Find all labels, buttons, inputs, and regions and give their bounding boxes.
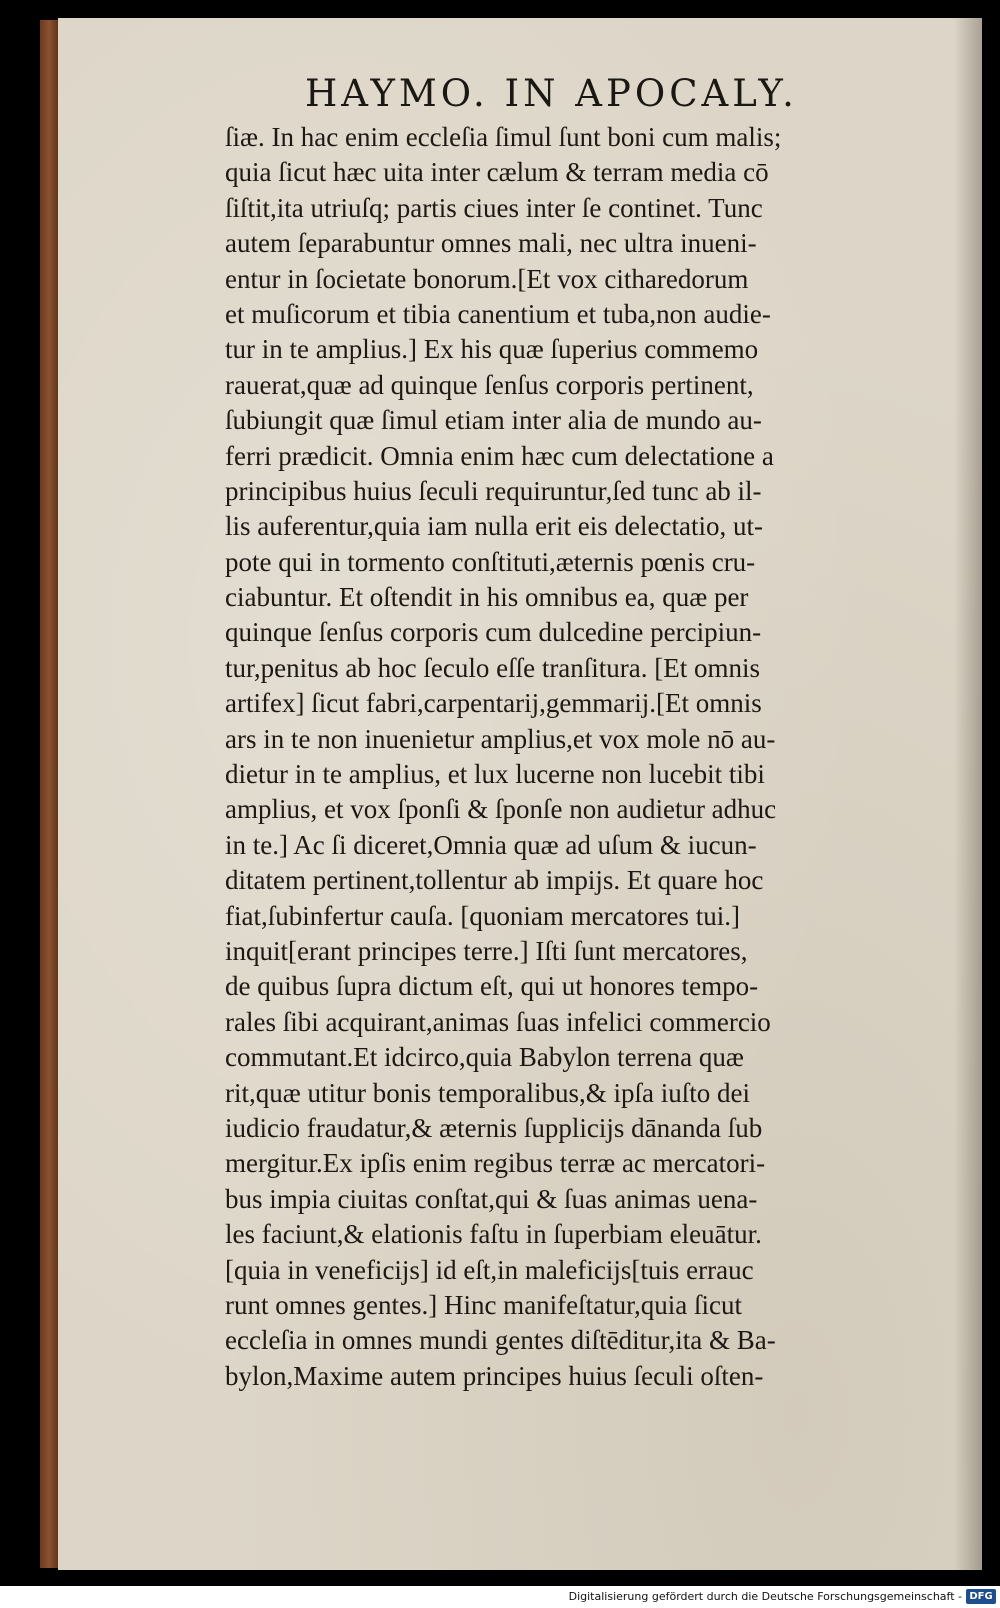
text-line: entur in ſocietate bonorum.[Et vox citharedorum (225, 263, 749, 294)
text-line: iudicio fraudatur,& æternis ſupplicijs dānanda ſub (225, 1112, 763, 1143)
text-line: ſiſtit,ita utriuſq; partis ciues inter ſe continet. Tunc (225, 192, 763, 223)
text-line: mergitur.Ex ipſis enim regibus terræ ac mercatori- (225, 1148, 766, 1179)
text-line: inquit[erant principes terre.] Iſti ſunt mercatores, (225, 935, 748, 966)
text-line: bylon,Maxime autem principes huius ſeculi oſten- (225, 1360, 764, 1391)
page-fold-shadow (954, 18, 982, 1570)
text-line: les faciunt,& elationis faſtu in ſuperbiam eleuātur. (225, 1219, 762, 1250)
text-line: principibus huius ſeculi requiruntur,ſed tunc ab il- (225, 475, 762, 506)
text-line: et muſicorum et tibia canentium et tuba,non audie- (225, 298, 771, 329)
text-line: amplius, et vox ſponſi & ſponſe non audietur adhuc (225, 794, 777, 825)
book-cover-edge (40, 20, 60, 1568)
text-line: in te.] Ac ſi diceret,Omnia quæ ad uſum & iucun- (225, 829, 757, 860)
text-line: rales ſibi acquirant,animas ſuas infelici commercio (225, 1006, 771, 1037)
text-line: autem ſeparabuntur omnes mali, nec ultra inueni- (225, 228, 757, 259)
text-line: ditatem pertinent,tollentur ab impijs. Et quare hoc (225, 865, 764, 896)
text-block (225, 120, 945, 1394)
text-line: quia ſicut hæc uita inter cælum & terram media cō (225, 157, 769, 188)
text-line: lis auferentur,quia iam nulla erit eis delectatio, ut- (225, 511, 763, 542)
text-line: [quia in veneficijs] id eſt,in maleficijs[tuis errauc (225, 1254, 754, 1285)
text-line: runt omnes gentes.] Hinc manifeſtatur,quia ſicut (225, 1289, 743, 1320)
digitization-footer (0, 1586, 1000, 1608)
dfg-logo-icon[interactable]: DFG (966, 1589, 996, 1604)
text-line: quinque ſenſus corporis cum dulcedine percipiun- (225, 617, 762, 648)
text-line: tur in te amplius.] Ex his quæ ſuperius commemo (225, 334, 759, 365)
text-line: de quibus ſupra dictum eſt, qui ut honores tempo- (225, 971, 759, 1002)
text-line: ſiæ. In hac enim eccleſia ſimul ſunt boni cum malis; (225, 122, 782, 152)
text-line: ſubiungit quæ ſimul etiam inter alia de mundo au- (225, 405, 762, 436)
text-line: ferri prædicit. Omnia enim hæc cum delectatione a (225, 440, 774, 471)
text-line: dietur in te amplius, et lux lucerne non lucebit tibi (225, 759, 765, 790)
text-line: fiat,ſubinfertur cauſa. [quoniam mercatores tui.] (225, 900, 741, 931)
text-line: bus impia ciuitas conſtat,qui & ſuas animas uena- (225, 1183, 758, 1214)
text-line: rauerat,quæ ad quinque ſenſus corporis pertinent, (225, 369, 754, 400)
text-line: eccleſia in omnes mundi gentes diſtēditur,ita & Ba- (225, 1325, 776, 1356)
text-line: tur,penitus ab hoc ſeculo eſſe tranſitura. [Et omnis (225, 652, 761, 683)
text-line: rit,quæ utitur bonis temporalibus,& ipſa iuſto dei (225, 1077, 750, 1108)
text-line: pote qui in tormento conſtituti,æternis pœnis cru- (225, 546, 756, 577)
text-line: ciabuntur. Et oſtendit in his omnibus ea, quæ per (225, 582, 749, 613)
text-line: artifex] ſicut fabri,carpentarij,gemmarij.[Et omnis (225, 688, 762, 719)
footer-credit: Digitalisierung gefördert durch die Deutsche Forschungsgemeinschaft - (568, 1590, 962, 1603)
running-head: HAYMO. IN APOCALY. (305, 72, 798, 115)
text-line: ars in te non inuenietur amplius,et vox mole nō au- (225, 723, 776, 754)
text-line: commutant.Et idcirco,quia Babylon terrena quæ (225, 1042, 744, 1073)
